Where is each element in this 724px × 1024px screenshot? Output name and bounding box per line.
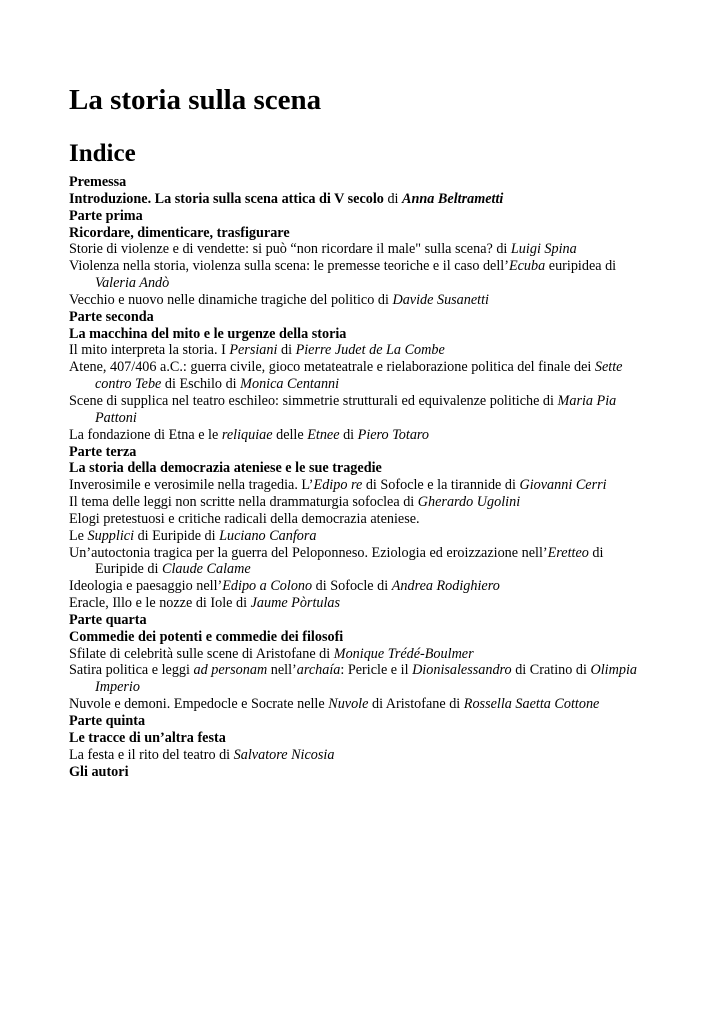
- toc-section-heading: [69, 225, 649, 242]
- document-title: La storia sulla scena: [69, 84, 322, 116]
- toc-author-or-title: Andrea Rodighiero: [391, 578, 500, 595]
- toc-text: Inverosimile e verosimile nella tragedia. L’: [69, 477, 314, 494]
- toc-author-or-title: archaía: [296, 662, 341, 679]
- toc-author-or-title: Edipo a Colono: [222, 578, 313, 595]
- toc-author-or-title: Valeria Andò: [95, 275, 170, 292]
- toc-author-or-title: Nuvole: [328, 696, 369, 713]
- toc-section-heading: [69, 460, 649, 477]
- toc-section-heading: [69, 174, 649, 191]
- toc-entry: [69, 292, 649, 309]
- toc-entry: [69, 511, 649, 528]
- toc-text: : Pericle e il: [340, 662, 413, 679]
- toc-text: Commedie dei potenti e commedie dei filosofi: [69, 628, 344, 645]
- toc-text: Satira politica e leggi: [69, 662, 194, 679]
- toc-author-or-title: Monique Trédé-Boulmer: [333, 645, 474, 662]
- toc-text: Le: [69, 527, 88, 544]
- toc-text: di Cratino di: [511, 662, 591, 679]
- toc-text: La storia della democrazia ateniese e le sue tragedie: [69, 460, 382, 477]
- toc-entry: [69, 578, 649, 595]
- toc-entry: [69, 359, 649, 393]
- toc-text: Atene, 407/406 a.C.: guerra civile, gioco metateatrale e rielaborazione politica del finale dei: [69, 359, 595, 376]
- toc-author-or-title: Maria Pia Pattoni: [95, 392, 617, 426]
- toc-author-or-title: Davide Susanetti: [392, 291, 489, 308]
- toc-author-or-title: Giovanni Cerri: [519, 477, 607, 494]
- toc-entry: [69, 595, 649, 612]
- toc-entry: [69, 393, 649, 427]
- toc-text: Vecchio e nuovo nelle dinamiche tragiche del politico di: [69, 291, 393, 308]
- toc-text: di Eschilo di: [161, 376, 241, 393]
- toc-entry: [69, 494, 649, 511]
- toc-section-heading: [69, 444, 649, 461]
- toc-text: Parte quarta: [69, 611, 147, 628]
- toc-text: di Sofocle di: [312, 578, 392, 595]
- toc-text: Le tracce di un’altra festa: [69, 729, 226, 746]
- toc-text: Sfilate di celebrità sulle scene di Aristofane di: [69, 645, 334, 662]
- toc-text: Violenza nella storia, violenza sulla scena: le premesse teoriche e il caso dell’: [69, 258, 509, 275]
- toc-author-or-title: Pierre Judet de La Combe: [295, 342, 445, 359]
- toc-text: Parte seconda: [69, 308, 154, 325]
- toc-author-or-title: Dionisalessandro: [412, 662, 512, 679]
- toc-section-heading: [69, 713, 649, 730]
- toc-author-or-title: Piero Totaro: [357, 426, 430, 443]
- toc-author-or-title: Gherardo Ugolini: [417, 494, 521, 511]
- toc-text: di: [339, 426, 358, 443]
- toc-entry: [69, 241, 649, 258]
- toc-author-or-title: ad personam: [193, 662, 268, 679]
- toc-entry: [69, 258, 649, 292]
- toc-author-or-title: Rossella Saetta Cottone: [463, 696, 600, 713]
- toc-text: di: [277, 342, 296, 359]
- toc-author-or-title: Etnee: [307, 426, 340, 443]
- toc-author-or-title: Luigi Spina: [510, 241, 577, 258]
- toc-text: Storie di violenze e di vendette: si può “non ricordare il male" sulla scena? di: [69, 241, 511, 258]
- toc-entry: [69, 342, 649, 359]
- toc-section-heading: [69, 208, 649, 225]
- toc-author-or-title: Eretteo: [547, 544, 589, 561]
- toc-author-or-title: Claude Calame: [161, 561, 251, 578]
- toc-text: di Euripide di: [95, 544, 604, 578]
- toc-text: Ricordare, dimenticare, trasfigurare: [69, 224, 290, 241]
- toc-section-heading: [69, 612, 649, 629]
- toc-entry: [69, 696, 649, 713]
- toc-author-or-title: Salvatore Nicosia: [233, 746, 335, 763]
- toc-text: di Sofocle e la tirannide di: [362, 477, 520, 494]
- toc-author-or-title: Anna Beltrametti: [402, 190, 504, 207]
- toc-author-or-title: reliquiae: [221, 426, 273, 443]
- toc-text: Introduzione. La storia sulla scena attica di V secolo: [69, 190, 384, 207]
- index-heading: Indice: [69, 140, 136, 167]
- toc-entry: [69, 528, 649, 545]
- toc-section-heading: [69, 309, 649, 326]
- toc-entry: [69, 545, 649, 579]
- toc-author-or-title: Jaume Pòrtulas: [250, 595, 341, 612]
- toc-entry: [69, 646, 649, 663]
- toc-author-or-title: Sette contro Tebe: [95, 359, 623, 393]
- toc-text: Elogi pretestuosi e critiche radicali della democrazia ateniese.: [69, 510, 420, 527]
- toc-section-heading: [69, 730, 649, 747]
- toc-text: Un’autoctonia tragica per la guerra del Peloponneso. Eziologia ed eroizzazione nell’: [69, 544, 548, 561]
- toc-text: Gli autori: [69, 763, 129, 780]
- toc-author-or-title: Olimpia Imperio: [95, 662, 637, 696]
- toc-text: delle: [272, 426, 308, 443]
- toc-section-heading: [69, 191, 649, 208]
- toc-author-or-title: Edipo re: [313, 477, 363, 494]
- toc-text: Il tema delle leggi non scritte nella drammaturgia sofoclea di: [69, 494, 418, 511]
- toc-section-heading: [69, 326, 649, 343]
- toc-author-or-title: Luciano Canfora: [219, 527, 317, 544]
- toc-entry: [69, 747, 649, 764]
- toc-text: euripidea di: [545, 258, 617, 275]
- toc-author-or-title: Persiani: [229, 342, 278, 359]
- toc-author-or-title: Supplici: [87, 527, 135, 544]
- toc-section-heading: [69, 764, 649, 781]
- toc-text: Parte prima: [69, 207, 143, 224]
- toc-text: di Aristofane di: [368, 696, 464, 713]
- toc-entry: [69, 427, 649, 444]
- toc-text: Premessa: [69, 174, 127, 190]
- toc-author-or-title: Monica Centanni: [240, 376, 340, 393]
- toc-text: Scene di supplica nel teatro eschileo: simmetrie strutturali ed equivalenze politiche di: [69, 392, 558, 409]
- toc-text: nell’: [267, 662, 297, 679]
- toc-text: Parte quinta: [69, 713, 146, 729]
- toc-entry: [69, 477, 649, 494]
- toc-text: La macchina del mito e le urgenze della storia: [69, 325, 347, 342]
- toc-text: di Euripide di: [134, 527, 220, 544]
- toc-text: Parte terza: [69, 443, 137, 460]
- table-of-contents: [69, 174, 649, 780]
- toc-section-heading: [69, 629, 649, 646]
- toc-text: La fondazione di Etna e le: [69, 426, 222, 443]
- toc-text: Ideologia e paesaggio nell’: [69, 578, 223, 595]
- toc-text: La festa e il rito del teatro di: [69, 746, 234, 763]
- toc-text: Eracle, Illo e le nozze di Iole di: [69, 595, 251, 612]
- toc-text: di: [383, 190, 403, 207]
- toc-text: Nuvole e demoni. Empedocle e Socrate nelle: [69, 696, 329, 713]
- toc-entry: [69, 662, 649, 696]
- toc-author-or-title: Ecuba: [508, 258, 546, 275]
- toc-text: Il mito interpreta la storia. I: [69, 342, 230, 359]
